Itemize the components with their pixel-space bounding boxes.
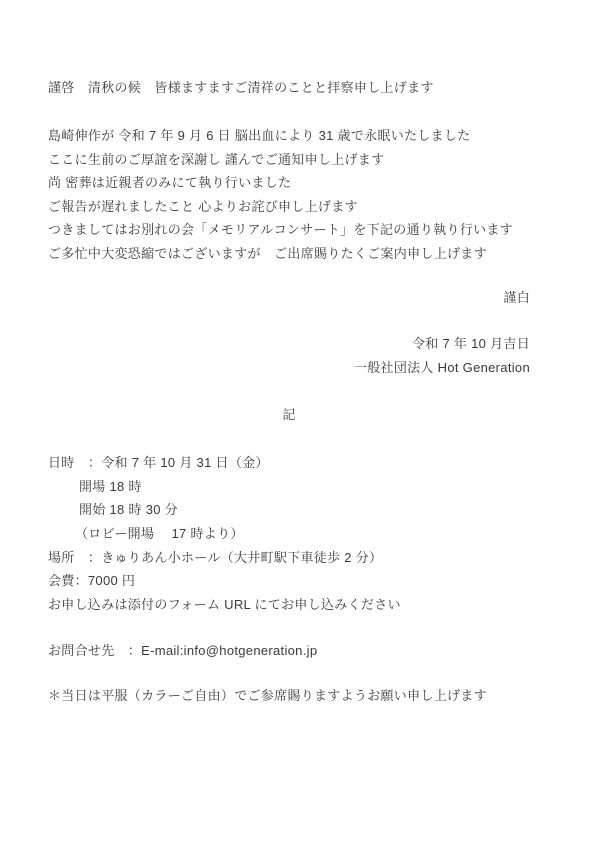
date-line: 令和 7 年 10 月吉日 <box>411 336 530 351</box>
body-line-invitation: ご多忙中大変恐縮ではございますが ご出席賜りたくご案内申し上げます <box>48 246 487 261</box>
body-line-apology: ご報告が遅れましたこと 心よりお詫び申し上げます <box>48 199 358 214</box>
body-line-gratitude: ここに生前のご厚誼を深謝し 謹んでご通知申し上げます <box>48 152 385 167</box>
greeting-line: 謹啓 清秋の候 皆様ますますご清祥のことと拝察申し上げます <box>48 80 434 95</box>
body-line-private-funeral: 尚 密葬は近親者のみにて執り行いました <box>48 175 292 190</box>
body-line-memorial-concert: つきましてはお別れの会「メモリアルコンサート」を下記の通り執り行います <box>48 222 513 237</box>
closing-word: 謹白 <box>503 290 530 305</box>
dress-code-note: ＊当日は平服（カラーご自由）でご参席賜りますようお願い申し上げます <box>48 688 487 703</box>
detail-lobby-open: （ロビー開場 17 時より） <box>75 526 244 541</box>
detail-fee: 会費：7000 円 <box>48 573 136 588</box>
record-marker: 記 <box>282 407 296 422</box>
detail-venue: 場所 ：きゅりあん小ホール（大井町駅下車徒歩 2 分） <box>48 550 383 565</box>
body-line-death-notice: 島崎伸作が 令和 7 年 9 月 6 日 脳出血により 31 歳で永眠いたしました <box>48 128 471 143</box>
contact-line: お問合せ先 ：E-mail:info@hotgeneration.jp <box>48 643 318 658</box>
sender-line: 一般社団法人 Hot Generation <box>353 360 530 375</box>
detail-doors-open: 開場 18 時 <box>79 479 142 494</box>
detail-application: お申し込みは添付のフォーム URL にてお申し込みください <box>48 597 401 612</box>
detail-start-time: 開始 18 時 30 分 <box>79 502 178 517</box>
detail-datetime: 日時 ：令和 7 年 10 月 31 日（金） <box>48 455 269 470</box>
